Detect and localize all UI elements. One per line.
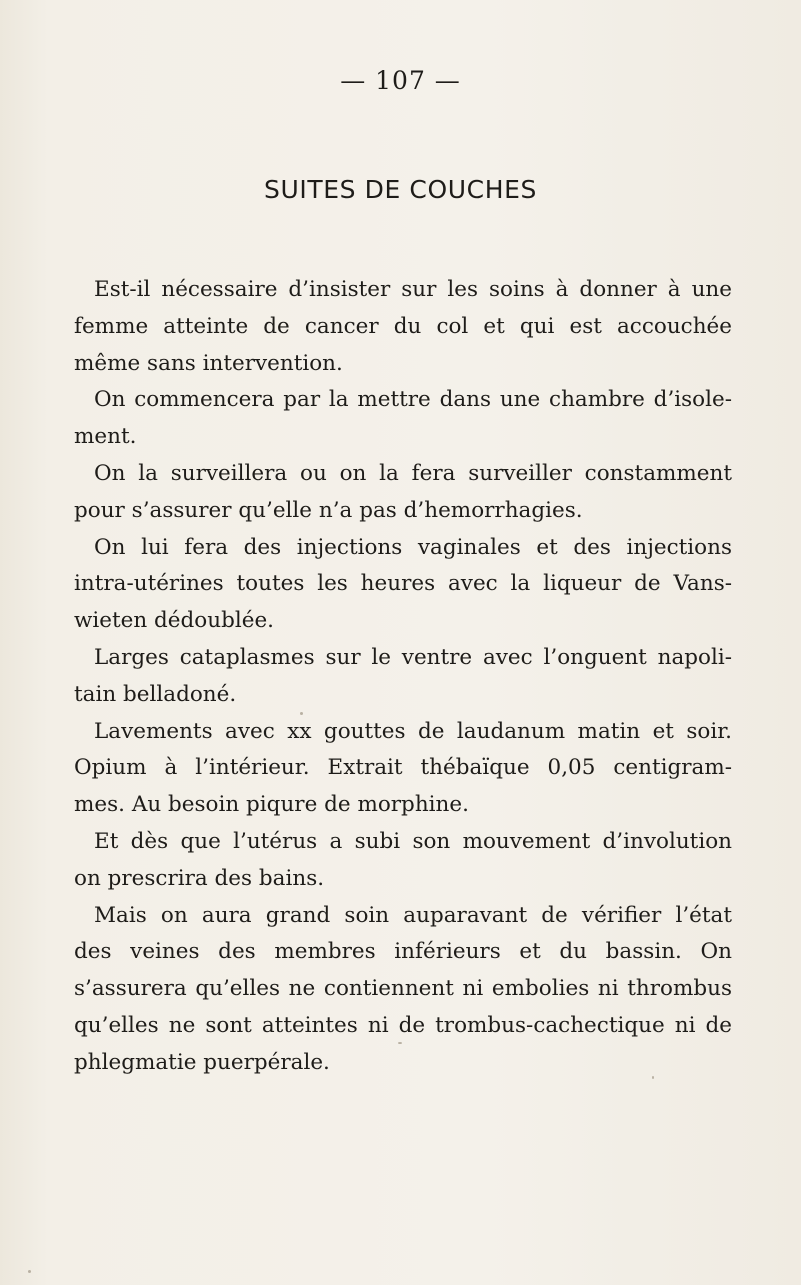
text-line: On la surveillera ou on la fera surveiller constamment [94,460,732,486]
text-line: On lui fera des injections vaginales et des injections [94,534,732,560]
text-line: mes. Au besoin piqure de morphine. [74,792,469,818]
text-line: tain belladoné. [74,681,237,707]
text-line: même sans intervention. [74,350,343,376]
paper-speck [652,1076,654,1079]
page-number: — 107 — [340,66,461,95]
text-line: Et dès que l’utérus a subi son mouvement d’involution [94,828,732,854]
text-line: s’assurera qu’elles ne contiennent ni embolies ni thrombus [74,976,732,1002]
paper-speck [300,712,303,715]
text-line: femme atteinte de cancer du col et qui est accouchée [74,313,732,339]
text-line: On commencera par la mettre dans une chambre d’isole- [94,387,732,413]
text-line: Larges cataplasmes sur le ventre avec l’onguent napoli- [94,644,732,670]
text-line: pour s’assurer qu’elle n’a pas d’hemorrhagies. [74,497,583,523]
text-line: Mais on aura grand soin auparavant de vérifier l’état [94,902,732,928]
text-line: on prescrira des bains. [74,865,325,891]
paper-speck [28,1270,31,1273]
text-line: Opium à l’intérieur. Extrait thébaïque 0,05 centigram- [74,755,732,781]
chapter-title: SUITES DE COUCHES [264,175,537,204]
text-line: des veines des membres inférieurs et du bassin. On [74,939,732,965]
text-line: phlegmatie puerpérale. [74,1049,330,1075]
paper-speck [398,1042,402,1044]
text-line: wieten dédoublée. [74,608,275,634]
text-line: intra-utérines toutes les heures avec la liqueur de Vans- [74,571,732,597]
text-line: qu’elles ne sont atteintes ni de trombus-cachectique ni de [74,1012,732,1038]
text-line: Est-il nécessaire d’insister sur les soins à donner à une [94,277,732,302]
body-text [74,272,732,1082]
text-line: Lavements avec xx gouttes de laudanum matin et soir. [94,718,732,744]
text-line: ment. [74,424,137,450]
